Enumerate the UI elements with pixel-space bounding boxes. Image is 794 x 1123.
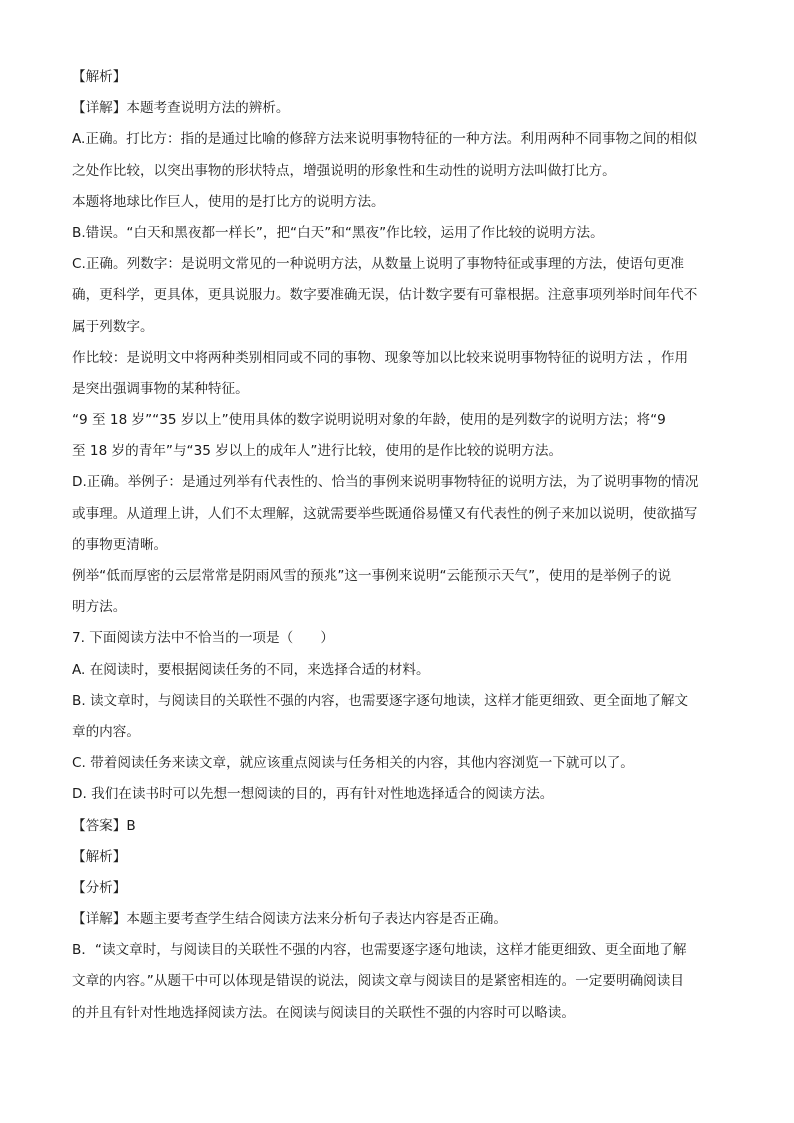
text-line: C.正确。列数字：是说明文常见的一种说明方法，从数量上说明了事物特征或事理的方法，使语句更准 — [72, 256, 684, 273]
text-line: 7. 下面阅读方法中不恰当的一项是（ ） — [72, 630, 334, 647]
text-line: A.正确。打比方：指的是通过比喻的修辞方法来说明事物特征的一种方法。利用两种不同事物之间的相似 — [72, 131, 698, 148]
text-line: 本题将地球比作巨人，使用的是打比方的说明方法。 — [72, 193, 385, 210]
text-line: B.错误。“白天和黑夜都一样长”，把“白天”和“黑夜”作比较，运用了作比较的说明方法。 — [72, 224, 604, 241]
text-line: 的事物更清晰。 — [72, 536, 168, 553]
text-line: C. 带着阅读任务来读文章，就应该重点阅读与任务相关的内容，其他内容浏览一下就可以了。 — [72, 755, 634, 772]
text-line: 之处作比较，以突出事物的形状特点，增强说明的形象性和生动性的说明方法叫做打比方。 — [72, 162, 616, 179]
text-line: B．“读文章时，与阅读目的关联性不强的内容，也需要逐字逐句地读，这样才能更细致、更全面地了解 — [72, 942, 687, 959]
text-line: 【详解】本题考查说明方法的辨析。 — [72, 100, 290, 117]
document-body — [72, 62, 722, 1029]
text-line: 属于列数字。 — [72, 318, 154, 335]
text-line: 是突出强调事物的某种特征。 — [72, 380, 249, 397]
text-line: D.正确。举例子：是通过列举有代表性的、恰当的事例来说明事物特征的说明方法，为了说明事物的情况 — [72, 474, 699, 491]
text-line: 或事理。从道理上讲，人们不太理解，这就需要举些既通俗易懂又有代表性的例子来加以说明，使欲描写 — [72, 505, 698, 522]
text-line: 例举“低而厚密的云层常常是阴雨风雪的预兆”这一事例来说明“云能预示天气”，使用的是举例子的说 — [72, 568, 672, 584]
text-line: 【详解】本题主要考查学生结合阅读方法来分析句子表达内容是否正确。 — [72, 911, 507, 928]
text-line: B. 读文章时，与阅读目的关联性不强的内容，也需要逐字逐句地读，这样才能更细致、更全面地了解文 — [72, 692, 689, 709]
text-line: A. 在阅读时，要根据阅读任务的不同，来选择合适的材料。 — [72, 661, 430, 678]
text-line: D. 我们在读书时可以先想一想阅读的目的，再有针对性地选择适合的阅读方法。 — [72, 786, 554, 803]
text-line: 【分析】 — [72, 879, 127, 896]
text-line: 的并且有针对性地选择阅读方法。在阅读与阅读目的关联性不强的内容时可以略读。 — [72, 1004, 575, 1021]
text-line: 作比较：是说明文中将两种类别相同或不同的事物、现象等加以比较来说明事物特征的说明方法 ，作用 — [72, 349, 689, 366]
text-line: 至 18 岁的青年”与“35 岁以上的成年人”进行比较，使用的是作比较的说明方法。 — [72, 443, 563, 460]
text-line: 明方法。 — [72, 599, 127, 616]
text-line: 文章的内容。”从题干中可以体现是错误的说法，阅读文章与阅读目的是紧密相连的。一定要明确阅读目 — [72, 973, 684, 990]
text-line: 确，更科学，更具体，更具说服力。数字要准确无误，估计数字要有可靠根据。注意事项列举时间年代不 — [72, 287, 698, 304]
text-line: 【答案】B — [72, 817, 136, 834]
text-line: 【解析】 — [72, 69, 127, 85]
text-line: “9 至 18 岁”“35 岁以上”使用具体的数字说明说明对象的年龄，使用的是列数字的说明方法；将“9 — [72, 412, 666, 429]
text-line: 【解析】 — [72, 848, 127, 865]
text-line: 章的内容。 — [72, 723, 140, 740]
